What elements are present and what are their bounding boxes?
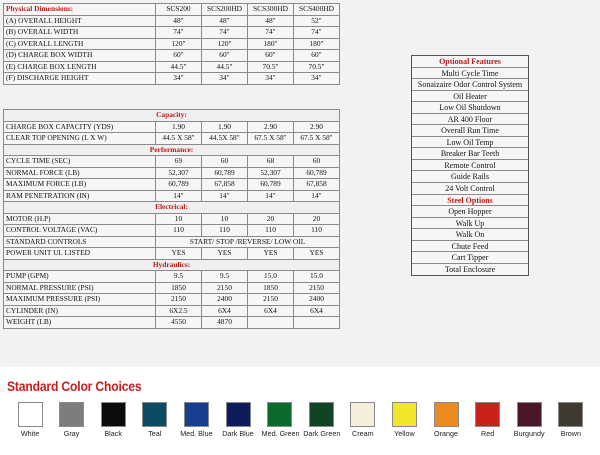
model-header: SCS400HD <box>294 4 340 16</box>
row-label: CLEAR TOP OPENING (L X W) <box>4 133 156 145</box>
optional-features-title: Optional Features <box>412 56 528 68</box>
row-label: (D) CHARGE BOX WIDTH <box>4 50 156 62</box>
cell-value: 67,858 <box>294 179 340 191</box>
table-row <box>4 271 340 283</box>
color-swatch <box>262 402 298 438</box>
cell-value: 34" <box>248 73 294 85</box>
cell-value: 2400 <box>202 294 248 306</box>
list-item: AR 400 Floor <box>412 114 528 126</box>
row-label: STANDARD CONTROLS <box>4 236 156 248</box>
color-swatch-box <box>309 402 334 427</box>
cell-value: 44.5 X 58" <box>156 133 202 145</box>
cell-value: 70.5" <box>248 61 294 73</box>
color-swatch-box <box>101 402 126 427</box>
cell-value: 60" <box>156 50 202 62</box>
cell-value: 4550 <box>156 317 202 329</box>
cell-value: 48" <box>248 15 294 27</box>
cell-value: 2150 <box>202 282 248 294</box>
table-row <box>4 225 340 237</box>
specifications-table <box>3 109 340 329</box>
row-label: MAXIMUM FORCE (LB) <box>4 179 156 191</box>
table-row <box>4 305 340 317</box>
cell-value: 60" <box>248 50 294 62</box>
cell-value: 34" <box>156 73 202 85</box>
color-swatch-box <box>267 402 292 427</box>
table-row <box>4 15 340 27</box>
table-row <box>4 282 340 294</box>
cell-value: 110 <box>294 225 340 237</box>
row-label: NORMAL PRESSURE (PSI) <box>4 282 156 294</box>
cell-value: 180" <box>294 38 340 50</box>
row-label: RAM PENETRATION (IN) <box>4 190 156 202</box>
cell-value: 69 <box>156 156 202 168</box>
cell-value: 120" <box>202 38 248 50</box>
color-swatch <box>220 402 256 438</box>
cell-value: 20 <box>248 213 294 225</box>
cell-value: 4870 <box>202 317 248 329</box>
cell-value: 74" <box>156 27 202 39</box>
electrical-section-title: Electrical: <box>4 202 340 214</box>
cell-value: 60 <box>202 156 248 168</box>
section-header-row <box>4 144 340 156</box>
cell-value: 20 <box>294 213 340 225</box>
cell-value: 110 <box>156 225 202 237</box>
cell-value: 1.90 <box>156 121 202 133</box>
cell-value: 60,789 <box>156 179 202 191</box>
cell-value: 2150 <box>294 282 340 294</box>
table-row <box>4 73 340 85</box>
cell-value: 9.5 <box>156 271 202 283</box>
table-row <box>4 294 340 306</box>
color-swatch-label: Med. Blue <box>180 429 213 438</box>
row-label: CYCLE TIME (SEC) <box>4 156 156 168</box>
cell-value: 70.5" <box>294 61 340 73</box>
cell-value: 6X2.5 <box>156 305 202 317</box>
cell-value: 60,789 <box>294 167 340 179</box>
row-label: PUMP (GPM) <box>4 271 156 283</box>
cell-value: 52,307 <box>156 167 202 179</box>
cell-value: 74" <box>202 27 248 39</box>
cell-value: YES <box>156 248 202 260</box>
physical-title: Physical Dimensions: <box>4 4 156 16</box>
list-item: Guide Rails <box>412 171 528 183</box>
cell-value: 1850 <box>156 282 202 294</box>
model-header: SCS200 <box>156 4 202 16</box>
list-item: Open Hopper <box>412 206 528 218</box>
color-swatch <box>511 402 547 438</box>
color-swatch-label: Med. Green <box>261 429 300 438</box>
list-item: Walk Up <box>412 218 528 230</box>
cell-value: YES <box>294 248 340 260</box>
table-row <box>4 27 340 39</box>
color-swatch-box <box>184 402 209 427</box>
cell-value: 2.90 <box>294 121 340 133</box>
cell-value <box>294 317 340 329</box>
table-row <box>4 236 340 248</box>
cell-value: 34" <box>294 73 340 85</box>
cell-value: 6X4 <box>202 305 248 317</box>
cell-value: 52" <box>294 15 340 27</box>
cell-value: 44.5" <box>202 61 248 73</box>
list-item: Overall Run Time <box>412 125 528 137</box>
cell-value: 14" <box>248 190 294 202</box>
steel-options-title: Steel Options <box>412 195 528 207</box>
list-item: Low Oil Temp <box>412 137 528 149</box>
table-row <box>4 317 340 329</box>
color-swatch <box>178 402 214 438</box>
color-swatch-label: Gray <box>63 429 80 438</box>
cell-value: 2.90 <box>248 121 294 133</box>
cell-value: 74" <box>248 27 294 39</box>
cell-value: 9.5 <box>202 271 248 283</box>
color-swatch-label: Yellow <box>394 429 415 438</box>
row-label: NORMAL FORCE (LB) <box>4 167 156 179</box>
list-item: Oil Heater <box>412 91 528 103</box>
cell-value: 52,307 <box>248 167 294 179</box>
color-swatch <box>303 402 339 438</box>
cell-value: 14" <box>294 190 340 202</box>
color-swatch <box>54 402 90 438</box>
color-swatch-box <box>226 402 251 427</box>
color-swatch <box>553 402 589 438</box>
cell-value: 15.0 <box>294 271 340 283</box>
cell-value: 67,858 <box>202 179 248 191</box>
cell-value: 2150 <box>156 294 202 306</box>
cell-value: 2150 <box>248 294 294 306</box>
color-swatch-box <box>475 402 500 427</box>
cell-value: 60,789 <box>248 179 294 191</box>
list-item: Total Enclosure <box>444 264 496 274</box>
table-row <box>4 179 340 191</box>
cell-value: 14" <box>202 190 248 202</box>
row-label: (A) OVERALL HEIGHT <box>4 15 156 27</box>
list-item: Walk On <box>412 229 528 241</box>
section-header-row <box>4 110 340 122</box>
table-row <box>4 121 340 133</box>
table-row <box>4 61 340 73</box>
color-swatch <box>386 402 422 438</box>
table-row <box>4 167 340 179</box>
color-swatch-box <box>434 402 459 427</box>
color-swatch-label: Red <box>481 429 495 438</box>
list-item: Chute Feed <box>412 241 528 253</box>
color-swatch-box <box>558 402 583 427</box>
cell-value: 60,789 <box>202 167 248 179</box>
row-label: (E) CHARGE BOX LENGTH <box>4 61 156 73</box>
cell-value: 110 <box>202 225 248 237</box>
list-item: Multi Cycle Time <box>412 68 528 80</box>
color-swatch-label: Brown <box>560 429 581 438</box>
table-row <box>4 213 340 225</box>
cell-value: 60 <box>294 156 340 168</box>
color-swatch-box <box>517 402 542 427</box>
cell-value: 44.5X 58" <box>202 133 248 145</box>
model-header: SCS200HD <box>202 4 248 16</box>
cell-value: 74" <box>294 27 340 39</box>
cell-value: 10 <box>156 213 202 225</box>
color-swatch-label: Dark Green <box>303 429 341 438</box>
row-label: CYLINDER (IN) <box>4 305 156 317</box>
color-swatch-label: White <box>20 429 40 438</box>
color-swatch-box <box>392 402 417 427</box>
color-swatch-label: Teal <box>148 429 162 438</box>
row-label: POWER UNIT UL LISTED <box>4 248 156 260</box>
physical-dimensions-table <box>3 3 340 85</box>
table-row <box>4 156 340 168</box>
physical-header-row <box>4 4 340 16</box>
color-swatch-box <box>142 402 167 427</box>
cell-value: 10 <box>202 213 248 225</box>
cell-value: 48" <box>156 15 202 27</box>
cell-value: 48" <box>202 15 248 27</box>
row-label: MOTOR (H.P) <box>4 213 156 225</box>
color-swatch-box <box>350 402 375 427</box>
cell-value: 2400 <box>294 294 340 306</box>
color-swatch-box <box>18 402 43 427</box>
row-label: (F) DISCHARGE HEIGHT <box>4 73 156 85</box>
standard-controls-value: START/ STOP /REVERSE/ LOW OIL <box>156 236 340 248</box>
row-label: MAXIMUM PRESSURE (PSI) <box>4 294 156 306</box>
section-header-row <box>4 259 340 271</box>
row-label: (B) OVERALL WIDTH <box>4 27 156 39</box>
cell-value: YES <box>202 248 248 260</box>
color-swatch-box <box>59 402 84 427</box>
color-swatch-label: Cream <box>352 429 374 438</box>
table-row <box>4 38 340 50</box>
table-row <box>4 50 340 62</box>
row-label: WEIGHT (LB) <box>4 317 156 329</box>
cell-value: 68 <box>248 156 294 168</box>
list-item: Remote Control <box>412 160 528 172</box>
color-swatch <box>137 402 173 438</box>
color-swatch-label: Dark Blue <box>222 429 254 438</box>
cell-value: YES <box>248 248 294 260</box>
row-label: (C) OVERALL LENGTH <box>4 38 156 50</box>
color-choices-title: Standard Color Choices <box>7 379 142 394</box>
list-item: 24 Volt Control <box>412 183 528 195</box>
color-swatch-label: Orange <box>434 429 458 438</box>
row-label: CONTROL VOLTAGE (VAC) <box>4 225 156 237</box>
cell-value: 34" <box>202 73 248 85</box>
capacity-section-title: Capacity: <box>4 110 340 122</box>
cell-value: 60" <box>294 50 340 62</box>
row-label: CHARGE BOX CAPACITY (YDS) <box>4 121 156 133</box>
cell-value: 120" <box>156 38 202 50</box>
cell-value: 1850 <box>248 282 294 294</box>
color-swatch-label: Burgundy <box>513 429 545 438</box>
cell-value: 67.5 X 58" <box>294 133 340 145</box>
cell-value: 44.5" <box>156 61 202 73</box>
cell-value: 15.0 <box>248 271 294 283</box>
cell-value: 67.5 X 58" <box>248 133 294 145</box>
optional-features-box <box>411 55 529 276</box>
model-header: SCS300HD <box>248 4 294 16</box>
section-header-row <box>4 202 340 214</box>
color-swatches <box>12 402 600 452</box>
cell-value: 14" <box>156 190 202 202</box>
list-item: Breaker Bar Teeth <box>412 148 528 160</box>
color-swatch <box>12 402 48 438</box>
cell-value: 6X4 <box>294 305 340 317</box>
hydraulics-section-title: Hydraulics: <box>4 259 340 271</box>
color-swatch <box>345 402 381 438</box>
list-item: Low Oil Shutdown <box>412 102 528 114</box>
color-swatch-label: Black <box>104 429 122 438</box>
table-row <box>4 133 340 145</box>
color-swatch <box>428 402 464 438</box>
table-row <box>4 248 340 260</box>
performance-section-title: Performance: <box>4 144 340 156</box>
list-item: Sonaizaire Odor Control System <box>412 79 528 91</box>
cell-value: 6X4 <box>248 305 294 317</box>
cell-value <box>248 317 294 329</box>
cell-value: 60" <box>202 50 248 62</box>
cell-value: 1.90 <box>202 121 248 133</box>
color-swatch <box>95 402 131 438</box>
cell-value: 110 <box>248 225 294 237</box>
list-item: Cart Tipper <box>412 252 528 264</box>
table-row <box>4 190 340 202</box>
cell-value: 180" <box>248 38 294 50</box>
color-swatch <box>470 402 506 438</box>
